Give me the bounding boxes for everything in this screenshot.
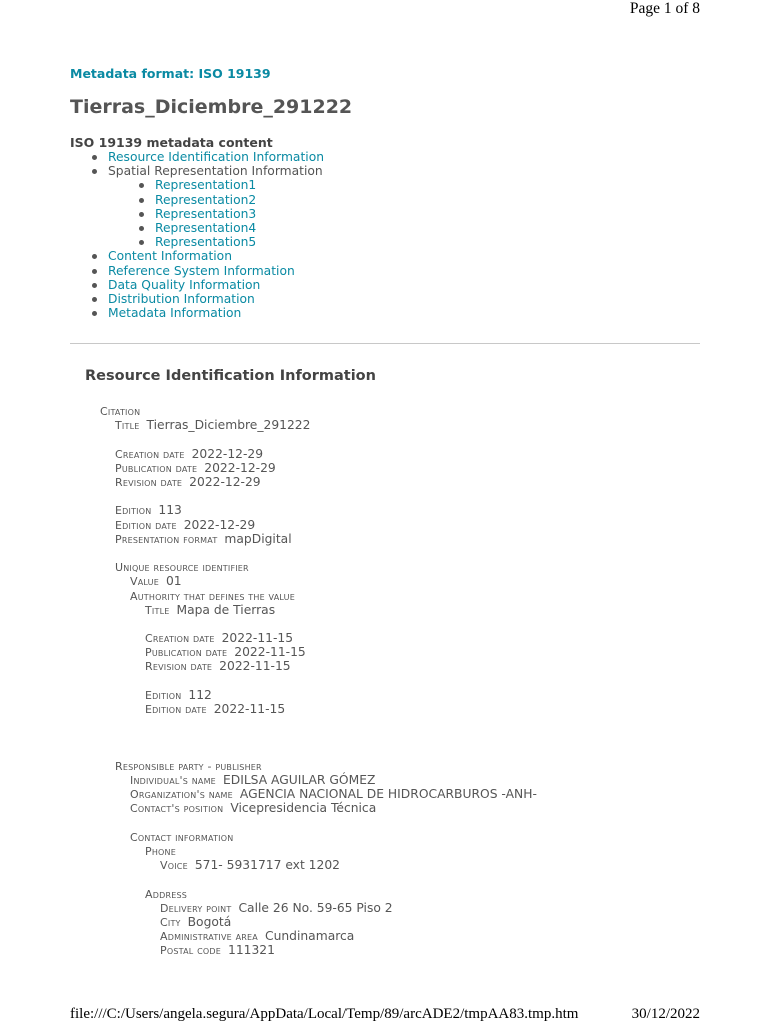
footer-date: 30/12/2022 xyxy=(631,1006,700,1022)
bullet-icon xyxy=(139,226,144,231)
toc-label-spatial-representation: Spatial Representation Information xyxy=(108,164,323,179)
page-footer xyxy=(70,1006,700,1023)
citation-title-row: Title Tierras_Diciembre_291222 xyxy=(115,418,311,432)
bullet-icon xyxy=(92,297,97,302)
toc-link-reference-system[interactable]: Reference System Information xyxy=(108,263,295,278)
toc-item-reference-system xyxy=(108,264,324,278)
toc-subitem xyxy=(155,235,324,249)
revision-date-row: Revision date 2022-12-29 xyxy=(115,475,261,489)
postal-code-row: Postal code 111321 xyxy=(160,943,275,957)
administrative-area-row: Administrative area Cundinamarca xyxy=(160,929,355,943)
edition-date-row: Edition date 2022-12-29 xyxy=(115,518,256,532)
toc-subitem xyxy=(155,221,324,235)
toc-item-content xyxy=(108,249,324,263)
creation-date-row: Creation date 2022-12-29 xyxy=(115,447,264,461)
toc-link-resource-identification[interactable]: Resource Identification Information xyxy=(108,150,325,164)
edition-row: Edition 113 xyxy=(115,503,182,517)
toc-item-data-quality xyxy=(108,278,324,292)
authority-edition-date-row: Edition date 2022-11-15 xyxy=(145,702,286,716)
toc-subitem xyxy=(155,193,324,207)
toc-link-representation1[interactable]: Representation1 xyxy=(155,178,257,193)
organization-name-row: Organization's name AGENCIA NACIONAL DE HIDROCARBUROS -ANH- xyxy=(130,787,537,801)
document-title: Tierras_Diciembre_291222 xyxy=(70,96,353,118)
footer-file-path: file:///C:/Users/angela.segura/AppData/Local/Temp/89/arcADE2/tmpAA83.tmp.htm xyxy=(70,1006,579,1022)
toc-heading: ISO 19139 metadata content xyxy=(70,135,273,150)
bullet-icon xyxy=(139,212,144,217)
section-title: Resource Identification Information xyxy=(85,368,376,384)
citation-heading: Citation xyxy=(100,405,141,418)
bullet-icon xyxy=(139,240,144,245)
bullet-icon xyxy=(139,183,144,188)
toc-sublist xyxy=(155,178,324,249)
phone-heading: Phone xyxy=(145,845,176,858)
toc-link-metadata[interactable]: Metadata Information xyxy=(108,306,242,321)
toc-link-content[interactable]: Content Information xyxy=(108,249,232,264)
bullet-icon xyxy=(139,198,144,203)
metadata-format-label: Metadata format: ISO 19139 xyxy=(70,66,271,81)
identifier-heading: Unique resource identifier xyxy=(115,561,249,574)
toc-item-spatial-representation xyxy=(108,164,324,178)
toc-link-representation3[interactable]: Representation3 xyxy=(155,206,257,221)
authority-publication-date-row: Publication date 2022-11-15 xyxy=(145,645,306,659)
page-number-header: Page 1 of 8 xyxy=(629,0,700,17)
section-divider xyxy=(70,343,700,344)
authority-edition-row: Edition 112 xyxy=(145,688,212,702)
toc-subitem xyxy=(155,178,324,192)
authority-revision-date-row: Revision date 2022-11-15 xyxy=(145,659,291,673)
bullet-icon xyxy=(92,155,97,160)
toc-sublist-container xyxy=(108,178,324,249)
city-row: City Bogotá xyxy=(160,915,232,929)
contact-info-heading: Contact information xyxy=(130,831,234,844)
bullet-icon xyxy=(92,254,97,259)
bullet-icon xyxy=(92,269,97,274)
toc-link-data-quality[interactable]: Data Quality Information xyxy=(108,277,261,292)
toc-list xyxy=(108,150,324,320)
bullet-icon xyxy=(92,169,97,174)
contact-position-row: Contact's position Vicepresidencia Técnica xyxy=(130,801,377,815)
toc-link-distribution[interactable]: Distribution Information xyxy=(108,291,255,306)
voice-row: Voice 571- 5931717 ext 1202 xyxy=(160,858,340,872)
authority-title-row: Title Mapa de Tierras xyxy=(145,603,276,617)
toc-item-resource-identification xyxy=(108,150,324,164)
toc-item-metadata xyxy=(108,306,324,320)
presentation-format-row: Presentation format mapDigital xyxy=(115,532,292,546)
authority-heading: Authority that defines the value xyxy=(130,590,295,603)
bullet-icon xyxy=(92,283,97,288)
delivery-point-row: Delivery point Calle 26 No. 59-65 Piso 2 xyxy=(160,901,393,915)
toc-item-distribution xyxy=(108,292,324,306)
authority-creation-date-row: Creation date 2022-11-15 xyxy=(145,631,294,645)
identifier-value-row: Value 01 xyxy=(130,574,182,588)
toc-link-representation4[interactable]: Representation4 xyxy=(155,220,257,235)
toc-link-representation5[interactable]: Representation5 xyxy=(155,235,257,250)
bullet-icon xyxy=(92,311,97,316)
individual-name-row: Individual's name EDILSA AGUILAR GÓMEZ xyxy=(130,773,376,787)
toc-link-representation2[interactable]: Representation2 xyxy=(155,192,257,207)
publication-date-row: Publication date 2022-12-29 xyxy=(115,461,276,475)
address-heading: Address xyxy=(145,888,188,901)
toc-subitem xyxy=(155,207,324,221)
responsible-party-heading: Responsible party - publisher xyxy=(115,760,262,773)
